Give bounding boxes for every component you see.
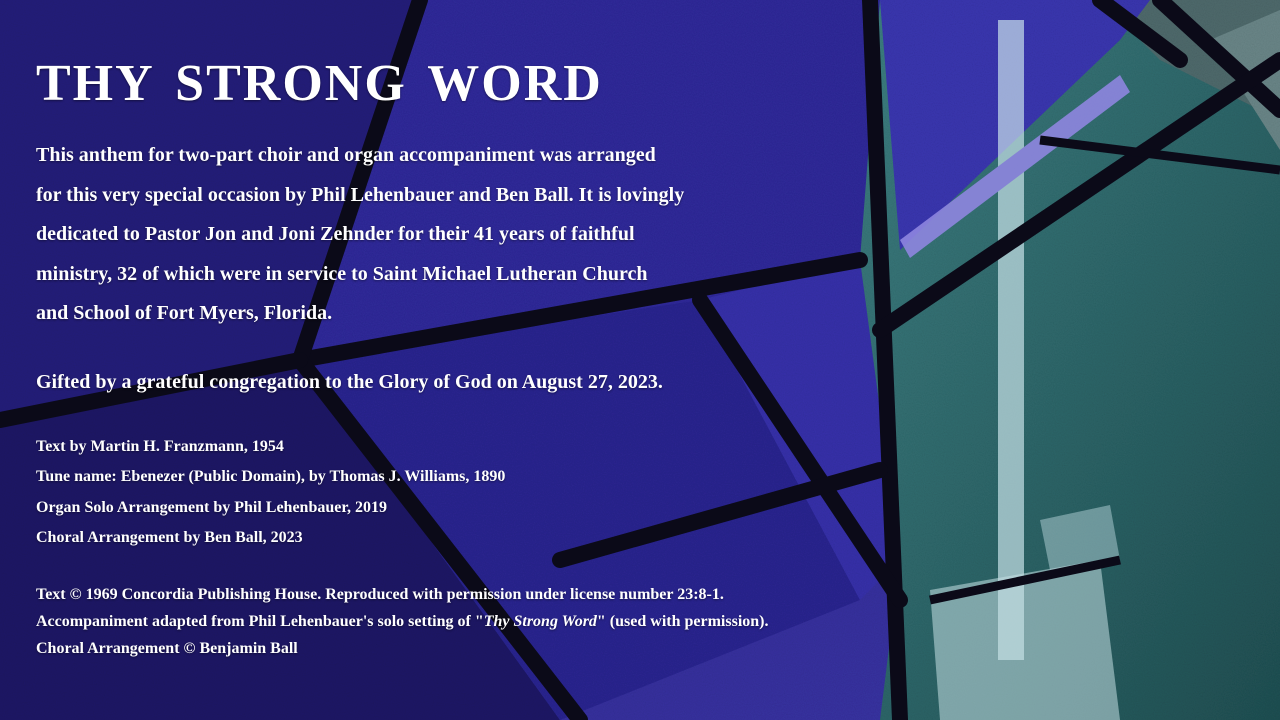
choral-copyright-line: Choral Arrangement © Benjamin Ball	[36, 639, 298, 657]
accompaniment-prefix: Accompaniment adapted from Phil Lehenbauer's solo setting of "	[36, 612, 484, 630]
credit-line: Organ Solo Arrangement by Phil Lehenbauer, 2019	[36, 498, 387, 516]
credit-line: Tune name: Ebenezer (Public Domain), by Thomas J. Williams, 1890	[36, 468, 506, 485]
dedication-line: dedicated to Pastor Jon and Joni Zehnder for their 41 years of faithful	[36, 223, 635, 245]
gift-line: Gifted by a grateful congregation to the Glory of God on August 27, 2023.	[36, 370, 663, 393]
copyright-notices	[36, 581, 956, 662]
credits-list	[36, 432, 956, 554]
dedication-line: and School of Fort Myers, Florida.	[36, 302, 333, 324]
accompaniment-line	[36, 608, 956, 635]
accompaniment-suffix: " (used with permission).	[596, 612, 769, 630]
dedication-line: ministry, 32 of which were in service to Saint Michael Lutheran Church	[36, 262, 648, 285]
hymn-title-italic: Thy Strong Word	[483, 612, 597, 630]
credit-line: Text by Martin H. Franzmann, 1954	[36, 437, 284, 455]
page-title: thy strong word	[36, 35, 603, 117]
text-content	[36, 34, 956, 662]
dedication-line: for this very special occasion by Phil Lehenbauer and Ben Ball. It is lovingly	[36, 183, 685, 206]
copyright-line: Text © 1969 Concordia Publishing House. Reproduced with permission under license number 23:8-1.	[36, 585, 724, 603]
dedication-line: This anthem for two-part choir and organ accompaniment was arranged	[36, 144, 656, 166]
dedication-paragraph	[36, 136, 956, 334]
credit-line: Choral Arrangement by Ben Ball, 2023	[36, 529, 303, 546]
